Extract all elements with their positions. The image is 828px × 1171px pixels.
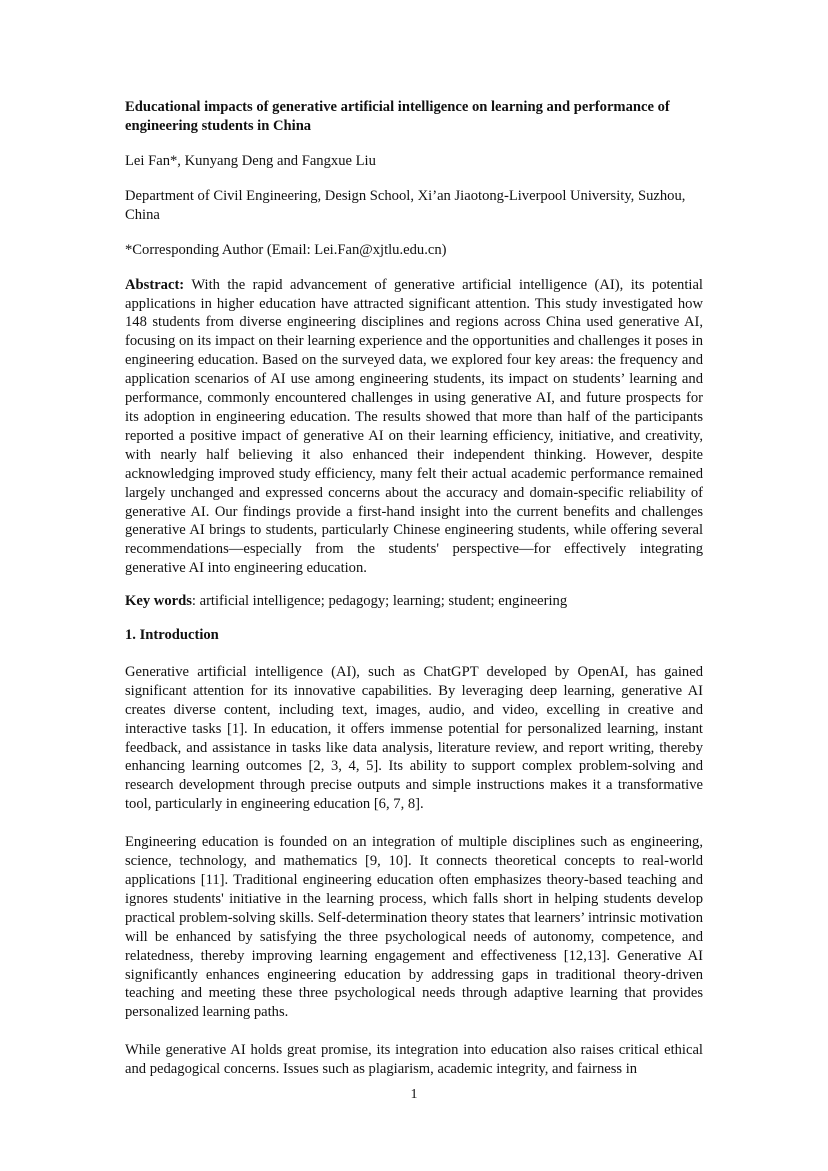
paragraph: While generative AI holds great promise, its integration into education also raises critical ethical and pedagogical concerns. Issues such as plagiarism, academic integrity, and fairness in xyxy=(125,1042,703,1078)
abstract-label: Abstract: xyxy=(125,276,185,293)
paragraph: Engineering education is founded on an integration of multiple disciplines such as engineering, science, technology, and mathematics [9, 10]. It connects theoretical concepts to real-world applications [11]. Traditional engineering education often emphasizes theory-based teaching and ignores students' initiative in the learning process, which falls short in helping students develop practical problem-solving skills. Self-determination theory states that learners’ intrinsic motivation will be enhanced by satisfying the three psychological needs of autonomy, competence, and relatedness, thereby improving learning engagement and effectiveness [12,13]. Generative AI significantly enhances engineering education by addressing gaps in traditional theory-driven teaching and meeting these three psychological needs through adaptive learning that provides personalized learning paths. xyxy=(125,834,703,1021)
corresponding-author: *Corresponding Author (Email: Lei.Fan@xjtlu.edu.cn) xyxy=(125,241,447,258)
abstract-text: With the rapid advancement of generative artificial intelligence (AI), its potential applications in higher education have attracted significant attention. This study investigated how 148 students from diverse engineering disciplines and regions across China used generative AI, focusing on its impact on their learning experience and the opportunities and challenges it poses in engineering education. Based on the surveyed data, we explored four key areas: the frequency and application scenarios of AI use among engineering students, its impact on students’ learning and performance, commonly encountered challenges in using generative AI, and future prospects for its adoption in engineering education. The results showed that more than half of the participants reported a positive impact of generative AI on their learning efficiency, initiative, and creativity, with nearly half believing it also enhanced their independent thinking. However, despite acknowledging improved study efficiency, many felt their actual academic performance remained largely unchanged and expressed concerns about the accuracy and domain-specific reliability of generative AI. Our findings provide a first-hand insight into the current benefits and challenges generative AI brings to students, particularly Chinese engineering students, while offering several recommendations—especially from the students' perspective—for effectively integrating generative AI into engineering education. xyxy=(125,276,703,577)
paragraph: Generative artificial intelligence (AI), such as ChatGPT developed by OpenAI, has gained significant attention for its innovative capabilities. By leveraging deep learning, generative AI creates diverse content, including text, images, audio, and video, excelling in creative and interactive tasks [1]. In education, it offers immense potential for personalized learning, instant feedback, and assistance in tasks like data analysis, literature review, and report writing, thereby enhancing learning outcomes [2, 3, 4, 5]. Its ability to support complex problem-solving and research development through precise outputs and simple instructions makes it a transformative tool, particularly in engineering education [6, 7, 8]. xyxy=(125,663,703,813)
keywords-label: Key words xyxy=(125,593,192,610)
section-heading-introduction: 1. Introduction xyxy=(125,627,219,644)
affiliation: Department of Civil Engineering, Design School, Xi’an Jiaotong-Liverpool University, Suzhou, China xyxy=(125,187,686,223)
keywords-text: : artificial intelligence; pedagogy; learning; student; engineering xyxy=(191,593,568,610)
paper-title: Educational impacts of generative artificial intelligence on learning and performance of engineering students in China xyxy=(125,99,670,134)
paper-page xyxy=(125,98,703,1098)
abstract xyxy=(125,276,703,579)
author-list: Lei Fan*, Kunyang Deng and Fangxue Liu xyxy=(125,153,376,169)
page-number: 1 xyxy=(410,1087,418,1102)
keywords xyxy=(125,592,703,611)
